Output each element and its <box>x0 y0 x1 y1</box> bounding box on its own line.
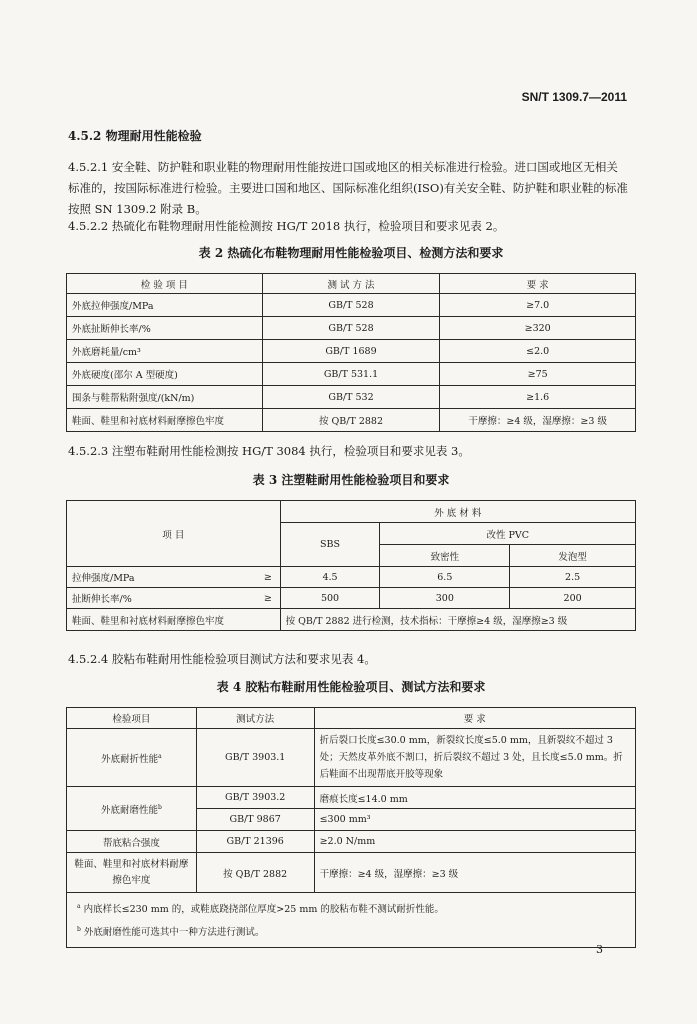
table2-method: GB/T 531.1 <box>262 363 440 386</box>
table3-header-dense: 致密性 <box>380 545 510 567</box>
table2-header-row <box>67 274 636 294</box>
table2-requirement: ≥1.6 <box>440 386 636 409</box>
table4-header-requirement: 要 求 <box>314 708 635 729</box>
table4-method: GB/T 3903.1 <box>196 729 314 787</box>
table2-header-requirement: 要 求 <box>440 274 636 294</box>
table2-method: 按 QB/T 2882 <box>262 409 440 432</box>
table4-item-label: 外底耐折性能 <box>101 753 159 765</box>
footnote-mark-b: b <box>157 803 162 811</box>
table4-item: 帮底粘合强度 <box>67 831 197 853</box>
footnote-b-mark: b <box>77 926 81 934</box>
table4-method: GB/T 3903.2 <box>196 787 314 809</box>
table4-header-row <box>67 708 636 729</box>
table-row <box>67 787 636 809</box>
table2-item: 外底拉伸强度/MPa <box>67 294 263 317</box>
table4-requirement: ≤300 mm³ <box>314 809 635 831</box>
table-row <box>67 729 636 787</box>
paragraph-4-5-2-2: 4.5.2.2 热硫化布鞋物理耐用性能检测按 HG/T 2018 执行，检验项目和要求见表 2。 <box>68 219 505 233</box>
table2-item: 外底磨耗量/cm³ <box>67 340 263 363</box>
table-row <box>67 294 636 317</box>
table2-method: GB/T 532 <box>262 386 440 409</box>
footnote-a <box>77 897 625 920</box>
table4-method: GB/T 21396 <box>196 831 314 853</box>
paragraph-4-5-2-1: 4.5.2.1 安全鞋、防护鞋和职业鞋的物理耐用性能按进口国或地区的相关标准进行检验。进口国或地区无相关标准的，按国际标准进行检验。主要进口国和地区、国际标准化组织(ISO)有关安全鞋、防护鞋和职业鞋的标准按照 SN 1309.2 附录 B。 <box>68 160 628 216</box>
table3-dense-value: 300 <box>380 588 510 609</box>
table3-dense-value: 6.5 <box>380 567 510 588</box>
table3-header-pvc: 改性 PVC <box>380 523 636 545</box>
table2-method: GB/T 1689 <box>262 340 440 363</box>
table-row <box>67 317 636 340</box>
table3-sbs-value: 500 <box>280 588 380 609</box>
table-row <box>67 340 636 363</box>
table4-requirement: 折后裂口长度≤30.0 mm，新裂纹长度≤5.0 mm，且新裂纹不超过 3 处；天然皮革外底不割口，折后裂纹不超过 3 处，且长度≤5.0 mm。折后鞋面不出现帮底开胶等现象 <box>314 729 635 787</box>
table4-requirement: 磨痕长度≤14.0 mm <box>314 787 635 809</box>
footnote-mark-a: a <box>158 752 162 760</box>
table3-header-sbs: SBS <box>280 523 380 567</box>
table3-header-item: 项 目 <box>67 501 281 567</box>
table2-caption: 表 2 热硫化布鞋物理耐用性能检验项目、检测方法和要求 <box>198 246 504 260</box>
paragraph-4-5-2-4: 4.5.2.4 胶粘布鞋耐用性能检验项目测试方法和要求见表 4。 <box>68 652 376 666</box>
table2-header-method: 测 试 方 法 <box>262 274 440 294</box>
table4-item <box>67 729 197 787</box>
table-row <box>67 567 636 588</box>
table2-header-item: 检 验 项 目 <box>67 274 263 294</box>
table4-header-item: 检验项目 <box>67 708 197 729</box>
table-row <box>67 409 636 432</box>
table2-requirement: ≤2.0 <box>440 340 636 363</box>
table4-item: 鞋面、鞋里和衬底材料耐摩擦色牢度 <box>67 853 197 893</box>
page-number: 3 <box>596 943 603 956</box>
table3-foam-value: 200 <box>510 588 636 609</box>
table4-header-method: 测试方法 <box>196 708 314 729</box>
table3-foam-value: 2.5 <box>510 567 636 588</box>
table2-requirement: 干摩擦：≥4 级，湿摩擦：≥3 级 <box>440 409 636 432</box>
section-title: 4.5.2 物理耐用性能检验 <box>68 129 202 143</box>
table3-caption: 表 3 注塑鞋耐用性能检验项目和要求 <box>252 473 450 487</box>
table2-requirement: ≥320 <box>440 317 636 340</box>
table3-sbs-value: 4.5 <box>280 567 380 588</box>
table3-operator: ≥ <box>256 588 280 609</box>
table3-item: 鞋面、鞋里和衬底材料耐摩擦色牢度 <box>67 609 281 631</box>
table4-notes-row <box>67 893 636 948</box>
table-row <box>67 386 636 409</box>
table2-item: 外底硬度(邵尔 A 型硬度) <box>67 363 263 386</box>
table3-item: 扯断伸长率/% <box>67 588 257 609</box>
table3-colorfastness-value: 按 QB/T 2882 进行检测，技术指标：干摩擦≥4 级，湿摩擦≥3 级 <box>280 609 635 631</box>
table2-method: GB/T 528 <box>262 317 440 340</box>
table-row <box>67 831 636 853</box>
table4-caption: 表 4 胶粘布鞋耐用性能检验项目、测试方法和要求 <box>216 680 486 694</box>
table-row <box>67 588 636 609</box>
table4 <box>66 707 636 948</box>
table-row <box>67 853 636 893</box>
table-row <box>67 609 636 631</box>
footnote-b-text: 外底耐磨性能可选其中一种方法进行测试。 <box>83 927 265 939</box>
table2-item: 围条与鞋帮粘附强度/(kN/m) <box>67 386 263 409</box>
table2-method: GB/T 528 <box>262 294 440 317</box>
table2-item: 外底扯断伸长率/% <box>67 317 263 340</box>
table3-header-material: 外 底 材 料 <box>280 501 635 523</box>
table3-operator: ≥ <box>256 567 280 588</box>
paragraph-4-5-2-3: 4.5.2.3 注塑布鞋耐用性能检测按 HG/T 3084 执行，检验项目和要求见表 3。 <box>68 444 470 458</box>
table3-header-foam: 发泡型 <box>510 545 636 567</box>
table4-notes <box>67 893 636 948</box>
footnote-a-mark: a <box>77 903 81 910</box>
table3-item: 拉伸强度/MPa <box>67 567 257 588</box>
table4-requirement: ≥2.0 N/mm <box>314 831 635 853</box>
table3 <box>66 500 636 631</box>
table4-requirement: 干摩擦：≥4 级，湿摩擦：≥3 级 <box>314 853 635 893</box>
table2-item: 鞋面、鞋里和衬底材料耐摩擦色牢度 <box>67 409 263 432</box>
table2-requirement: ≥75 <box>440 363 636 386</box>
table2-requirement: ≥7.0 <box>440 294 636 317</box>
footnote-a-text: 内底样长≤230 mm 的，或鞋底跷挠部位厚度>25 mm 的胶粘布鞋不测试耐折性能。 <box>83 904 444 916</box>
table4-item-label: 外底耐磨性能 <box>100 804 158 816</box>
footnote-b <box>77 920 625 943</box>
standard-code: SN/T 1309.7—2011 <box>521 90 627 104</box>
table4-method: GB/T 9867 <box>196 809 314 831</box>
table4-item <box>67 787 197 831</box>
table-row <box>67 363 636 386</box>
table4-method: 按 QB/T 2882 <box>196 853 314 893</box>
table2 <box>66 273 636 432</box>
